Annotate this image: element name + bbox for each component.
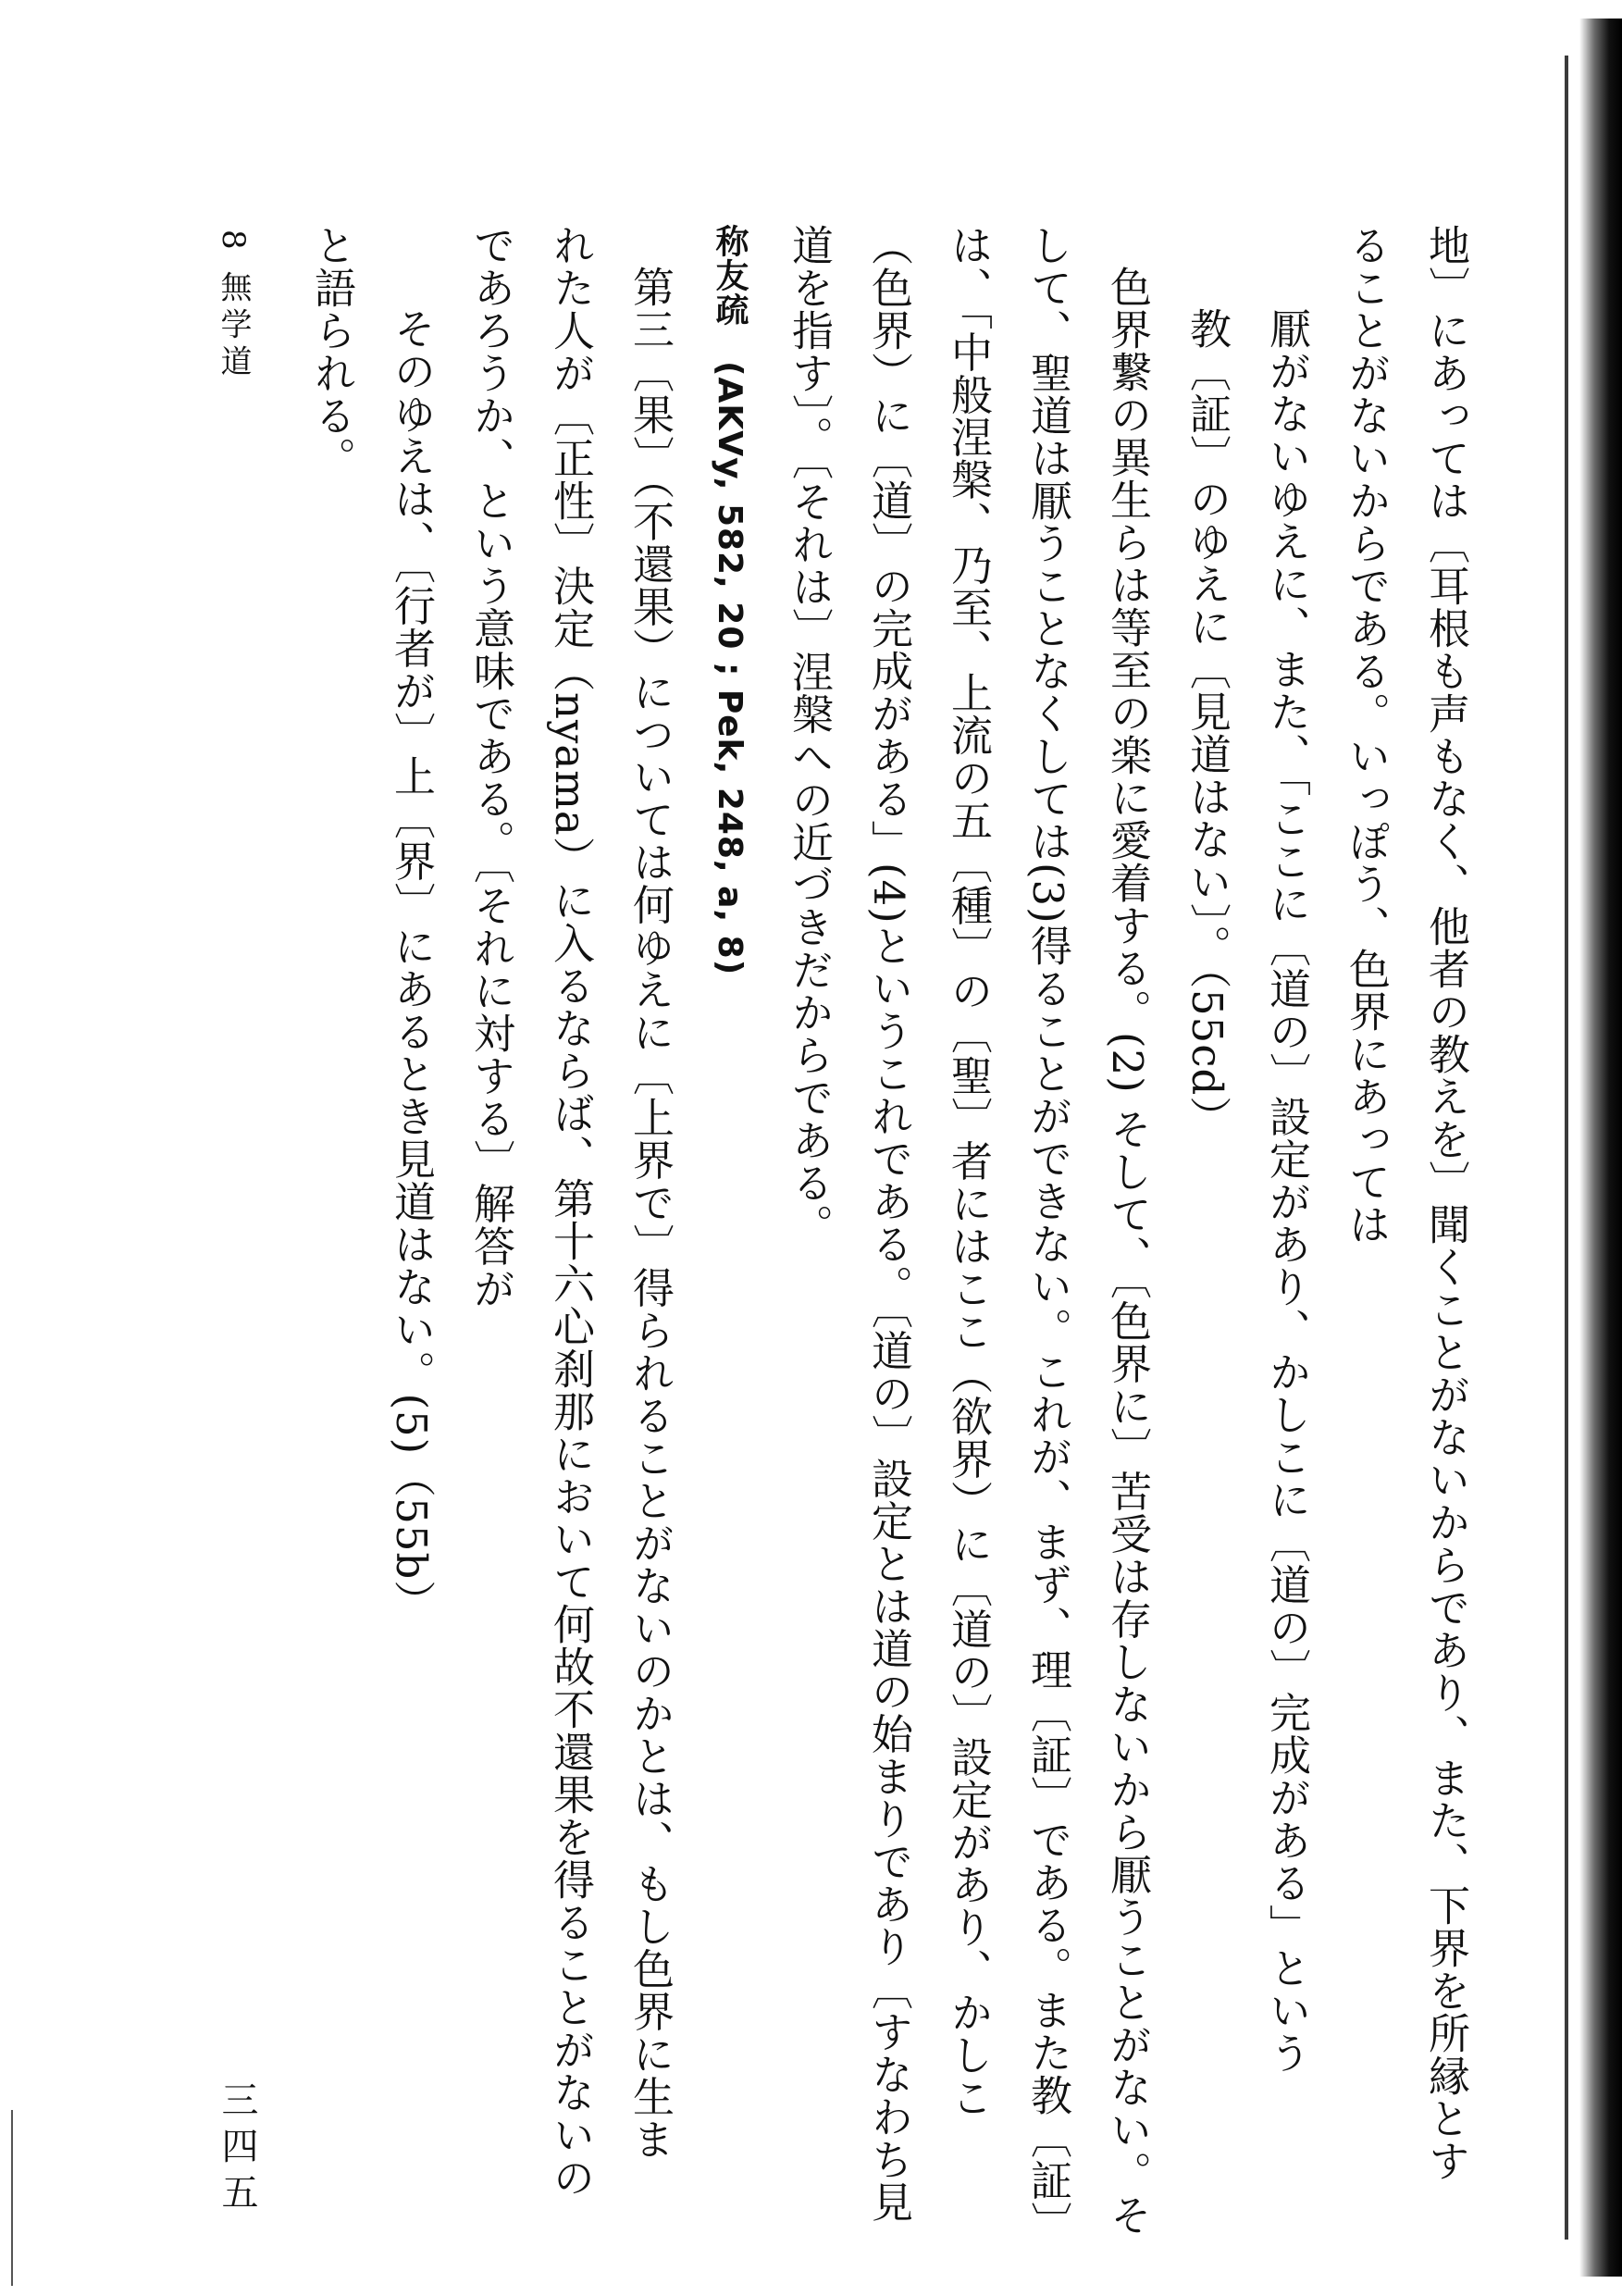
text-line: は、「中般涅槃、乃至、上流の五〔種〕の〔聖〕者にはここ（欲界）に〔道の〕設定があり、かしこ bbox=[944, 224, 993, 2119]
text-line-verse: そのゆえは、〔行者が〕上〔界〕にあるとき見道はない。(5)（55b） bbox=[387, 307, 436, 1623]
commentary-heading: 称友疏 (AKVy, 582, 20 ; Pek, 248, a, 8) bbox=[711, 224, 749, 976]
page-number: 三四五 bbox=[216, 2080, 258, 2219]
text-line: と語られる。 bbox=[307, 224, 356, 479]
text-line: れた人が〔正性〕決定（nyama）に入るならば、第十六心刹那において何故不還果を得ることがないの bbox=[546, 224, 595, 2199]
text-line: であろうか、という意味である。〔それに対する〕解答が bbox=[466, 224, 515, 1310]
text-line-verse: 厭がないゆえに、また、「ここに〔道の〕設定があり、かしこに〔道の〕完成がある」という bbox=[1262, 307, 1311, 2075]
text-line: 地〕にあっては〔耳根も声もなく、他者の教えを〕聞くことがないからであり、また、下界を所縁とす bbox=[1421, 224, 1470, 2182]
text-line-verse: 教〔証〕のゆえに〔見道はない〕。（55cd） bbox=[1182, 307, 1232, 1139]
text-line: ることがないからである。いっぽう、色界にあっては bbox=[1342, 224, 1391, 1246]
footer-section-title: 8 無学道 bbox=[215, 230, 252, 382]
page-binding-shadow bbox=[1579, 19, 1622, 2277]
text-line: 色界繋の異生らは等至の楽に愛着する。(2) そして、〔色界に〕苦受は存しないから厭うことがない。そ bbox=[1103, 266, 1152, 2237]
main-text-block bbox=[291, 224, 1485, 2244]
text-line: （色界）に〔道〕の完成がある」(4)というこれである。〔道の〕設定とは道の始まりであり〔すなわち見 bbox=[864, 224, 913, 2224]
margin-line bbox=[11, 2110, 13, 2286]
text-line: して、聖道は厭うことなくしては(3)得ることができない。これが、まず、理〔証〕である。また教〔証〕 bbox=[1023, 224, 1072, 2244]
text-line: 第三〔果〕（不還果）については何ゆえに〔上界で〕得られることがないのかとは、もし色界に生ま bbox=[625, 266, 675, 2161]
page-binding-line bbox=[1565, 56, 1568, 2240]
text-line: 道を指す〕。〔それは〕涅槃への近づきだからである。 bbox=[785, 224, 834, 1247]
